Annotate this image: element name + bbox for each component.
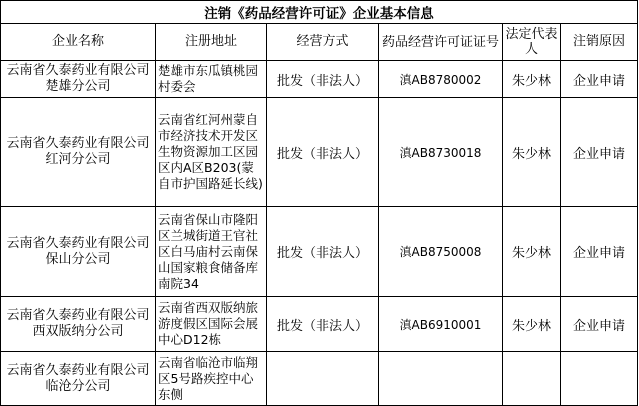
address-cell: 楚雄市东瓜镇桃园村委会 — [156, 61, 267, 98]
table-row — [1, 61, 638, 98]
legal-rep-cell — [503, 352, 561, 406]
header-reg-address: 注册地址 — [156, 24, 267, 61]
table-row — [1, 207, 638, 297]
business-mode-cell: 批发（非法人） — [267, 98, 379, 207]
company-name-cell: 云南省久泰药业有限公司楚雄分公司 — [1, 61, 156, 98]
cancel-reason-cell: 企业申请 — [561, 61, 638, 98]
company-name-cell: 云南省久泰药业有限公司红河分公司 — [1, 98, 156, 207]
company-name-cell: 云南省久泰药业有限公司临沧分公司 — [1, 352, 156, 406]
license-no-cell: 滇AB6910001 — [379, 297, 503, 352]
header-legal-rep: 法定代表人 — [503, 24, 561, 61]
table-row — [1, 352, 638, 406]
license-no-cell: 滇AB8750008 — [379, 207, 503, 297]
header-company-name: 企业名称 — [1, 24, 156, 61]
cancel-reason-cell: 企业申请 — [561, 98, 638, 207]
address-cell: 云南省临沧市临翔区5号路疾控中心东侧 — [156, 352, 267, 406]
license-no-cell: 滇AB8730018 — [379, 98, 503, 207]
legal-rep-cell: 朱少林 — [503, 98, 561, 207]
header-license-no: 药品经营许可证证号 — [379, 24, 503, 61]
table-row — [1, 297, 638, 352]
company-name-cell: 云南省久泰药业有限公司保山分公司 — [1, 207, 156, 297]
legal-rep-cell: 朱少林 — [503, 207, 561, 297]
company-name-cell: 云南省久泰药业有限公司西双版纳分公司 — [1, 297, 156, 352]
business-mode-cell: 批发（非法人） — [267, 61, 379, 98]
address-cell: 云南省西双版纳旅游度假区国际会展中心D12栋 — [156, 297, 267, 352]
business-mode-cell: 批发（非法人） — [267, 297, 379, 352]
license-no-cell: 滇AB8780002 — [379, 61, 503, 98]
cancel-reason-cell: 企业申请 — [561, 297, 638, 352]
table-row — [1, 98, 638, 207]
address-cell: 云南省保山市隆阳区兰城街道王官社区白马庙村云南保山国家粮食储备库南院34 — [156, 207, 267, 297]
cancel-reason-cell: 企业申请 — [561, 207, 638, 297]
legal-rep-cell: 朱少林 — [503, 61, 561, 98]
header-cancel-reason: 注销原因 — [561, 24, 638, 61]
license-no-cell — [379, 352, 503, 406]
header-business-mode: 经营方式 — [267, 24, 379, 61]
address-cell: 云南省红河州蒙自市经济技术开发区生物资源加工区园区内A区B203(蒙自市护国路延长线) — [156, 98, 267, 207]
table-title: 注销《药品经营许可证》企业基本信息 — [1, 1, 638, 24]
business-mode-cell: 批发（非法人） — [267, 207, 379, 297]
legal-rep-cell: 朱少林 — [503, 297, 561, 352]
business-mode-cell — [267, 352, 379, 406]
cancel-reason-cell — [561, 352, 638, 406]
